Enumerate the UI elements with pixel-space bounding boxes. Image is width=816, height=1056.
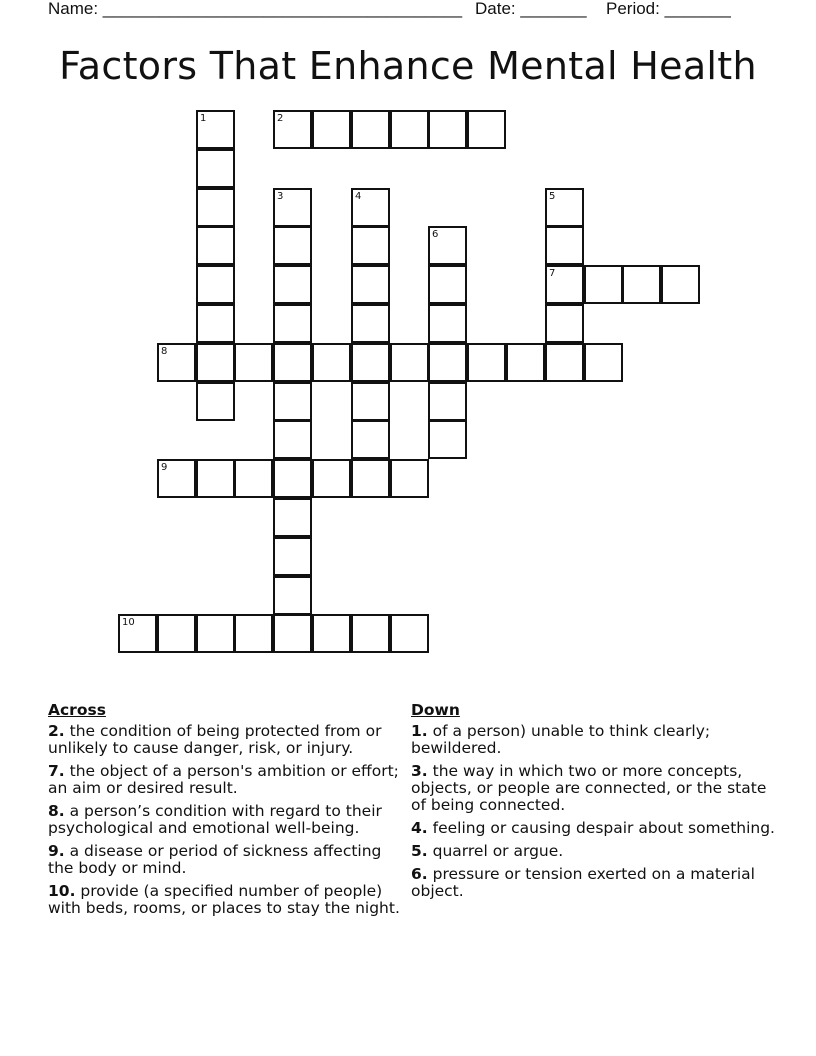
- grid-cell[interactable]: [273, 110, 312, 149]
- clue-number: 5.: [411, 842, 428, 860]
- down-clues: [411, 702, 776, 906]
- clue-number-label: 6: [432, 229, 439, 240]
- down-clue-list: [411, 723, 776, 900]
- grid-cell[interactable]: [390, 343, 429, 382]
- grid-cell[interactable]: [196, 459, 235, 498]
- clue-number: 2.: [48, 722, 65, 740]
- grid-cell[interactable]: [273, 420, 312, 459]
- grid-cell[interactable]: [428, 304, 467, 343]
- grid-cell[interactable]: [545, 188, 584, 227]
- clue-number: 6.: [411, 865, 428, 883]
- grid-cell[interactable]: [157, 614, 196, 653]
- grid-cell[interactable]: [312, 459, 351, 498]
- page-title: Factors That Enhance Mental Health: [59, 44, 757, 88]
- clue-down-4: [411, 820, 776, 837]
- grid-cell[interactable]: [196, 265, 235, 304]
- grid-cell[interactable]: [545, 226, 584, 265]
- grid-cell[interactable]: [428, 420, 467, 459]
- grid-cell[interactable]: [312, 110, 351, 149]
- date-field[interactable]: Date: _______: [475, 0, 587, 18]
- grid-cell[interactable]: [157, 459, 196, 498]
- clue-down-1: [411, 723, 776, 757]
- grid-cell[interactable]: [390, 110, 429, 149]
- grid-cell[interactable]: [157, 343, 196, 382]
- clue-across-9: [48, 843, 400, 877]
- clue-number-label: 1: [200, 113, 207, 124]
- clue-number-label: 7: [549, 268, 556, 279]
- period-field[interactable]: Period: _______: [606, 0, 731, 18]
- grid-cell[interactable]: [467, 110, 506, 149]
- grid-cell[interactable]: [273, 382, 312, 421]
- grid-cell[interactable]: [273, 576, 312, 615]
- grid-cell[interactable]: [622, 265, 661, 304]
- grid-cell[interactable]: [428, 110, 467, 149]
- grid-cell[interactable]: [196, 149, 235, 188]
- grid-cell[interactable]: [234, 614, 273, 653]
- clue-number-label: 2: [277, 113, 284, 124]
- grid-cell[interactable]: [390, 459, 429, 498]
- grid-cell[interactable]: [351, 188, 390, 227]
- grid-cell[interactable]: [661, 265, 700, 304]
- grid-cell[interactable]: [234, 459, 273, 498]
- clue-text: a disease or period of sickness affecting the body or mind.: [48, 842, 382, 877]
- clue-number: 8.: [48, 802, 65, 820]
- grid-cell[interactable]: [273, 226, 312, 265]
- clue-number-label: 5: [549, 191, 556, 202]
- clue-number: 1.: [411, 722, 428, 740]
- grid-cell[interactable]: [351, 265, 390, 304]
- grid-cell[interactable]: [351, 304, 390, 343]
- grid-cell[interactable]: [351, 226, 390, 265]
- grid-cell[interactable]: [273, 304, 312, 343]
- grid-cell[interactable]: [467, 343, 506, 382]
- grid-cell[interactable]: [273, 188, 312, 227]
- grid-cell[interactable]: [273, 265, 312, 304]
- grid-cell[interactable]: [273, 459, 312, 498]
- clue-across-10: [48, 883, 400, 917]
- grid-cell[interactable]: [196, 304, 235, 343]
- clue-text: the object of a person's ambition or effort; an aim or desired result.: [48, 762, 399, 797]
- clue-across-2: [48, 723, 400, 757]
- grid-cell[interactable]: [196, 343, 235, 382]
- grid-cell[interactable]: [390, 614, 429, 653]
- grid-cell[interactable]: [351, 459, 390, 498]
- grid-cell[interactable]: [351, 420, 390, 459]
- grid-cell[interactable]: [428, 382, 467, 421]
- grid-cell[interactable]: [234, 343, 273, 382]
- clue-text: feeling or causing despair about something.: [432, 819, 775, 837]
- grid-cell[interactable]: [118, 614, 157, 653]
- clue-text: of a person) unable to think clearly; bewildered.: [411, 722, 711, 757]
- clue-number: 9.: [48, 842, 65, 860]
- grid-cell[interactable]: [196, 226, 235, 265]
- grid-cell[interactable]: [545, 304, 584, 343]
- grid-cell[interactable]: [584, 265, 623, 304]
- clue-number: 10.: [48, 882, 76, 900]
- grid-cell[interactable]: [351, 614, 390, 653]
- grid-cell[interactable]: [196, 110, 235, 149]
- clue-down-6: [411, 866, 776, 900]
- down-heading: Down: [411, 701, 460, 719]
- grid-cell[interactable]: [428, 226, 467, 265]
- grid-cell[interactable]: [351, 343, 390, 382]
- across-clues: [48, 702, 400, 923]
- clue-number-label: 3: [277, 191, 284, 202]
- clue-number-label: 8: [161, 346, 168, 357]
- clue-down-3: [411, 763, 776, 814]
- clue-number-label: 10: [122, 617, 135, 628]
- clue-across-7: [48, 763, 400, 797]
- clue-text: a person’s condition with regard to their psychological and emotional well-being.: [48, 802, 382, 837]
- grid-cell[interactable]: [506, 343, 545, 382]
- grid-cell[interactable]: [273, 537, 312, 576]
- name-field[interactable]: Name: ______________________________________: [48, 0, 463, 18]
- grid-cell[interactable]: [273, 498, 312, 537]
- clue-text: the condition of being protected from or unlikely to cause danger, risk, or injury.: [48, 722, 382, 757]
- clue-number: 7.: [48, 762, 65, 780]
- grid-cell[interactable]: [351, 382, 390, 421]
- grid-cell[interactable]: [273, 614, 312, 653]
- clue-down-5: [411, 843, 776, 860]
- grid-cell[interactable]: [196, 382, 235, 421]
- grid-cell[interactable]: [273, 343, 312, 382]
- clue-number-label: 4: [355, 191, 362, 202]
- clue-text: the way in which two or more concepts, objects, or people are connected, or the state of being connected.: [411, 762, 767, 814]
- grid-cell[interactable]: [312, 343, 351, 382]
- across-heading: Across: [48, 701, 106, 719]
- clue-text: provide (a specified number of people) with beds, rooms, or places to stay the night.: [48, 882, 400, 917]
- clue-text: pressure or tension exerted on a material object.: [411, 865, 755, 900]
- clue-number: 3.: [411, 762, 428, 780]
- grid-cell[interactable]: [545, 343, 584, 382]
- clue-text: quarrel or argue.: [432, 842, 564, 860]
- grid-cell[interactable]: [428, 343, 467, 382]
- grid-cell[interactable]: [196, 188, 235, 227]
- grid-cell[interactable]: [428, 265, 467, 304]
- grid-cell[interactable]: [312, 614, 351, 653]
- grid-cell[interactable]: [196, 614, 235, 653]
- clue-number: 4.: [411, 819, 428, 837]
- clue-number-label: 9: [161, 462, 168, 473]
- grid-cell[interactable]: [584, 343, 623, 382]
- grid-cell[interactable]: [351, 110, 390, 149]
- across-clue-list: [48, 723, 400, 917]
- grid-cell[interactable]: [545, 265, 584, 304]
- clue-across-8: [48, 803, 400, 837]
